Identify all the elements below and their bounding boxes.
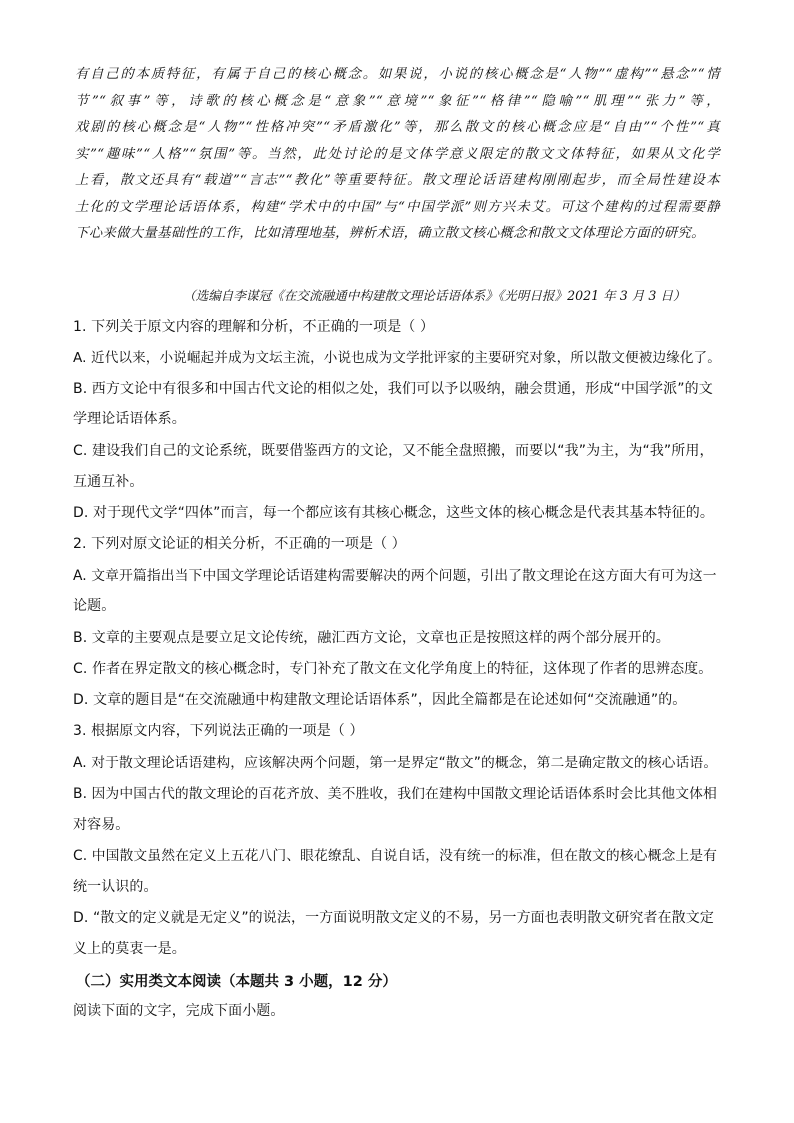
option-line: A. 近代以来，小说崛起并成为文坛主流，小说也成为文学批评家的主要研究对象，所以散文便被边缘化了。: [73, 350, 721, 366]
option-line: D. 文章的题目是“在交流融通中构建散文理论话语体系”，因此全篇都是在论述如何“交流融通”的。: [73, 692, 687, 708]
question-2-stem: 2. 下列对原文论证的相关分析，不正确的一项是（ ）: [73, 536, 406, 552]
section-heading: （二）实用类文本阅读（本题共 3 小题，12 分）: [76, 974, 397, 990]
option-line: D. 对于现代文学“四体”而言，每一个都应该有其核心概念，这些文体的核心概念是代表其基本特征的。: [73, 505, 714, 521]
option-line: 义上的莫衷一是。: [73, 941, 186, 957]
passage-text: [75, 62, 720, 248]
source-citation: （选编自李谋冠《在交流融通中构建散文理论话语体系》《光明日报》2021 年 3 月 3 日）: [183, 288, 686, 303]
instruction-text: 阅读下面的文字，完成下面小题。: [73, 1003, 285, 1019]
option-line: 学理论话语体系。: [73, 411, 186, 427]
option-line: B. 文章的主要观点是要立足文论传统，融汇西方文论，文章也正是按照这样的两个部分展开的。: [73, 630, 670, 646]
passage-line: 节”“叙事”等，诗歌的核心概念是“意象”“意境”“象征”“格律”“隐喻”“肌理”“张力”等，: [75, 93, 720, 109]
option-line: B. 因为中国古代的散文理论的百花齐放、美不胜收，我们在建构中国散文理论话语体系时会比其他文体相: [73, 786, 717, 802]
option-line: B. 西方文论中有很多和中国古代文论的相似之处，我们可以予以吸纳，融会贯通，形成“中国学派”的文: [73, 381, 713, 397]
question-1-stem: 1. 下列关于原文内容的理解和分析，不正确的一项是（ ）: [73, 319, 435, 335]
option-line: C. 中国散文虽然在定义上五花八门、眼花缭乱、自说自话，没有统一的标准，但在散文的核心概念上是有: [73, 848, 718, 864]
option-line: 统一认识的。: [73, 879, 158, 895]
option-line: D. “散文的定义就是无定义”的说法，一方面说明散文定义的不易，另一方面也表明散文研究者在散文定: [73, 910, 714, 926]
option-line: 论题。: [73, 598, 116, 614]
option-line: C. 作者在界定散文的核心概念时，专门补充了散文在文化学角度上的特征，这体现了作者的思辨态度。: [73, 661, 713, 677]
option-line: 互通互补。: [73, 474, 144, 490]
question-3-stem: 3. 根据原文内容，下列说法正确的一项是（ ）: [73, 723, 364, 739]
option-line: A. 文章开篇指出当下中国文学理论话语建构需要解决的两个问题，引出了散文理论在这方面大有可为这一: [73, 568, 717, 584]
passage-line: 下心来做大量基础性的工作，比如清理地基，辨析术语，确立散文核心概念和散文文体理论方面的研究。: [75, 226, 705, 241]
option-line: A. 对于散文理论话语建构，应该解决两个问题，第一是界定“散文”的概念，第二是确定散文的核心话语。: [73, 755, 718, 771]
passage-line: 戏剧的核心概念是“人物”“性格冲突”“矛盾激化”等，那么散文的核心概念应是“自由”“个性”“真: [75, 120, 720, 135]
passage-line: 上看，散文还具有“载道”“言志”“教化”等重要特征。散文理论话语建构刚刚起步，而全局性建设本: [75, 173, 720, 188]
passage-line: 有自己的本质特征，有属于自己的核心概念。如果说，小说的核心概念是“人物”“虚构”“悬念”“情: [75, 67, 720, 82]
option-line: 对容易。: [73, 817, 130, 833]
passage-line: 实”“趣味”“人格”“氛围”等。当然，此处讨论的是文体学意义限定的散文文体特征，如果从文化学: [75, 146, 720, 162]
passage-line: 土化的文学理论话语体系，构建“学术中的中国”与“中国学派”则方兴未艾。可这个建构的过程需要静: [75, 199, 720, 215]
option-line: C. 建设我们自己的文论系统，既要借鉴西方的文论，又不能全盘照搬，而要以“我”为主，为“我”所用，: [73, 443, 714, 459]
